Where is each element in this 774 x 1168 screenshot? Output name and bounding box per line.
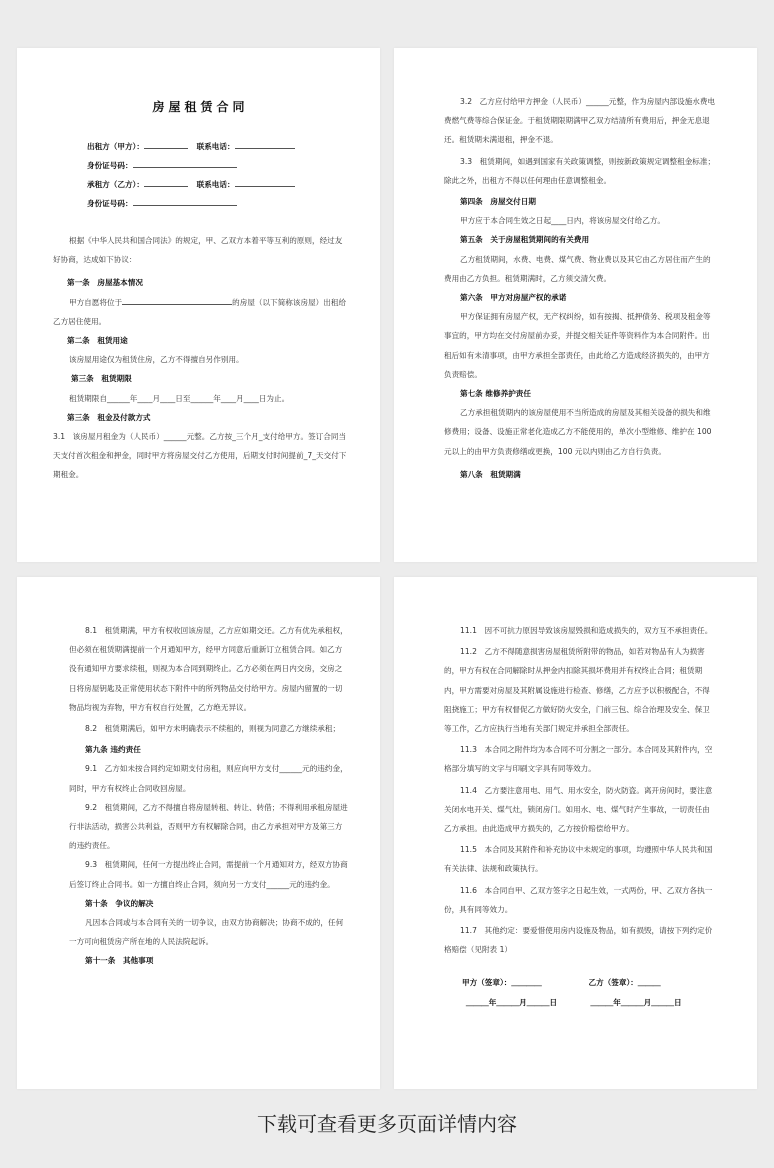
article-7-body: 乙方承担租赁期内的该房屋使用不当所造成的房屋及其相关设备的损失和维修费用；设备、设施正常老化造成乙方不能使用的，单次小型维修、维护在 100 元以上的由甲方负责修缮或更换，100 元以内则由乙方自行负责。 (444, 408, 712, 456)
signature-row (444, 973, 715, 993)
article-4-body: 甲方应于本合同生效之日起____日内，将该房屋交付给乙方。 (460, 216, 666, 226)
download-more-caption: 下载可查看更多页面详情内容 (257, 1112, 517, 1136)
article-4-heading: 第三条 租金及付款方式 (67, 412, 151, 422)
article-2-heading: 第二条 租赁用途 (67, 336, 128, 346)
article-5-body: 乙方租赁期间，水费、电费、煤气费、物业费以及其它由乙方居住而产生的费用由乙方负担。租赁期满时，乙方须交清欠费。 (444, 254, 711, 283)
article-11-heading: 第十一条 其他事项 (85, 956, 154, 966)
article-10-heading: 第十条 争议的解决 (85, 898, 154, 908)
clause-8-1: 8.1 租赁期满，甲方有权收回该房屋，乙方应如期交还。乙方有优先承租权，但必须在租赁期满提前一个月通知甲方，经甲方同意后重新订立租赁合同。如乙方没有通知甲方要求续租，则视为本合同到期终止。乙方必须在两日内交房，交房之日将房屋钥匙及正常使用状态下附件中的所列物品交付给甲方。房屋内留置的一切物品均视为弃物，甲方有权自行处置，乙方绝无异议。 (69, 626, 348, 712)
lessor-id-field: 身份证号码： (87, 156, 348, 175)
clause-11-6: 11.6 本合同自甲、乙双方签字之日起生效，一式两份，甲、乙双方各执一份，具有同等效力。 (444, 885, 713, 914)
lessor-signature: 甲方（签章）：＿＿＿＿ (462, 978, 542, 988)
clause-9-2: 9.2 租赁期间，乙方不得擅自将房屋转租、转让、转借；不得利用承租房屋进行非法活动，损害公共利益，否则甲方有权解除合同，由乙方承担对甲方及第三方的违约责任。 (69, 802, 348, 851)
lessor-field: 出租方（甲方）： 联系电话： (87, 137, 348, 156)
clause-3-2: 3.2 乙方应付给甲方押金（人民币）______元整，作为房屋内部设施水费电费燃气费等综合保证金。于租赁期限期满甲乙双方结清所有费用后，押金无息退还。租赁期未满退租，押金不退。 (444, 97, 716, 145)
lessee-id-field: 身份证号码： (87, 194, 348, 213)
article-4-heading: 第四条 房屋交付日期 (460, 197, 536, 207)
clause-9-1: 9.1 乙方如未按合同约定如期支付房租，则应向甲方支付______元的违约金，同时，甲方有权终止合同收回房屋。 (69, 764, 348, 793)
clause-11-4: 11.4 乙方要注意用电、用气、用水安全，防火防盗。离开房间时，要注意关闭水电开关、煤气灶，锁闭房门。如用水、电、煤气时产生事故，一切责任由乙方承担。由此造成甲方损失的，乙方按价赔偿给甲方。 (444, 785, 713, 834)
clause-8-2: 8.2 租赁期满后，如甲方未明确表示不续租的，则视为同意乙方继续承租； (85, 724, 341, 734)
article-1-body: 甲方自愿将位于 的房屋（以下简称该房屋）出租给乙方居住使用。 (53, 297, 347, 326)
clause-11-2: 11.2 乙方不得随意损害房屋租赁所附带的物品，如若对物品有人为损害的，甲方有权在合同解除时从押金内扣除其损坏费用并有权终止合同；租赁期内，甲方需要对房屋及其附属设施进行检查、修缮，乙方应予以积极配合，不得阻挠施工；甲方有权督促乙方做好防火安全，门前三包、综合治理及安全、保卫等工作，乙方应执行当地有关部门规定并承担全部责任。 (444, 647, 710, 734)
article-7-heading: 第七条 维修养护责任 (460, 389, 531, 399)
article-3-body: 租赁期限自______年____月____日至______年____月____日为止。 (69, 393, 290, 403)
article-8-heading: 第八条 租赁期满 (460, 469, 521, 479)
document-page-1 (17, 48, 380, 562)
document-page-4 (394, 577, 757, 1089)
clause-11-1: 11.1 因不可抗力原因导致该房屋毁损和造成损失的，双方互不承担责任。 (460, 626, 713, 635)
clause-9-3: 9.3 租赁期间，任何一方提出终止合同，需提前一个月通知对方，经双方协商后签订终止合同书。如一方擅自终止合同，须向另一方支付______元的违约金。 (69, 860, 348, 889)
article-5-heading: 第五条 关于房屋租赁期间的有关费用 (460, 235, 590, 245)
lessee-signature: 乙方（签章）：＿＿＿ (588, 978, 661, 988)
article-6-body: 甲方保证拥有房屋产权，无产权纠纷，如有按揭、抵押债务、税项及租金等事宜的，甲方均在交付房屋前办妥，并提交相关证件等资料作为本合同附件。出租后如有未清事项，由甲方承担全部责任，由此给乙方造成经济损失的，由甲方负责赔偿。 (444, 312, 711, 379)
clause-11-3: 11.3 本合同之附件均为本合同不可分割之一部分。本合同及其附件内，空格部分填写的文字与印刷文字具有同等效力。 (444, 745, 713, 774)
lessor-date: ＿＿＿年＿＿＿月＿＿＿日 (466, 998, 558, 1008)
article-10-body: 凡因本合同或与本合同有关的一切争议，由双方协商解决；协商不成的，任何一方可向租赁房产所在地的人民法院起诉。 (69, 918, 344, 947)
clause-11-5: 11.5 本合同及其附件和补充协议中未规定的事项，均遵照中华人民共和国有关法律、法规和政策执行。 (444, 845, 713, 874)
article-6-heading: 第六条 甲方对房屋产权的承诺 (460, 293, 567, 303)
document-page-3 (17, 577, 380, 1089)
clause-11-7: 11.7 其他约定：要爱惜使用房内设施及物品，如有损毁，请按下列约定价格赔偿（见附表 1） (444, 926, 713, 955)
contract-title: 房屋租赁合同 (152, 100, 249, 114)
article-9-heading: 第九条 违约责任 (85, 745, 141, 755)
article-4-body: 3.1 该房屋月租金为（人民币）______元整。乙方按_三个月_支付给甲方。签订合同当天支付首次租金和押金，同时甲方将房屋交付乙方使用，后期支付时间提前_7_天交付下期租金。 (53, 432, 347, 480)
clause-3-3: 3.3 租赁期间，如遇到国家有关政策调整，则按新政策规定调整租金标准；除此之外，出租方不得以任何理由任意调整租金。 (444, 156, 716, 185)
intro-paragraph: 根据《中华人民共和国合同法》的规定，甲、乙双方本着平等互利的原则，经过友好协商，达成如下协议： (53, 236, 343, 265)
document-page-2 (394, 48, 757, 562)
lessee-date: ＿＿＿年＿＿＿月＿＿＿日 (590, 998, 682, 1008)
article-2-body: 该房屋用途仅为租赁住房，乙方不得擅自另作别用。 (69, 355, 244, 365)
date-row (444, 993, 715, 1013)
article-1-heading: 第一条 房屋基本情况 (67, 278, 143, 288)
article-3-heading: 第三条 租赁期限 (71, 374, 132, 384)
lessee-field: 承租方（乙方）： 联系电话： (87, 175, 348, 194)
